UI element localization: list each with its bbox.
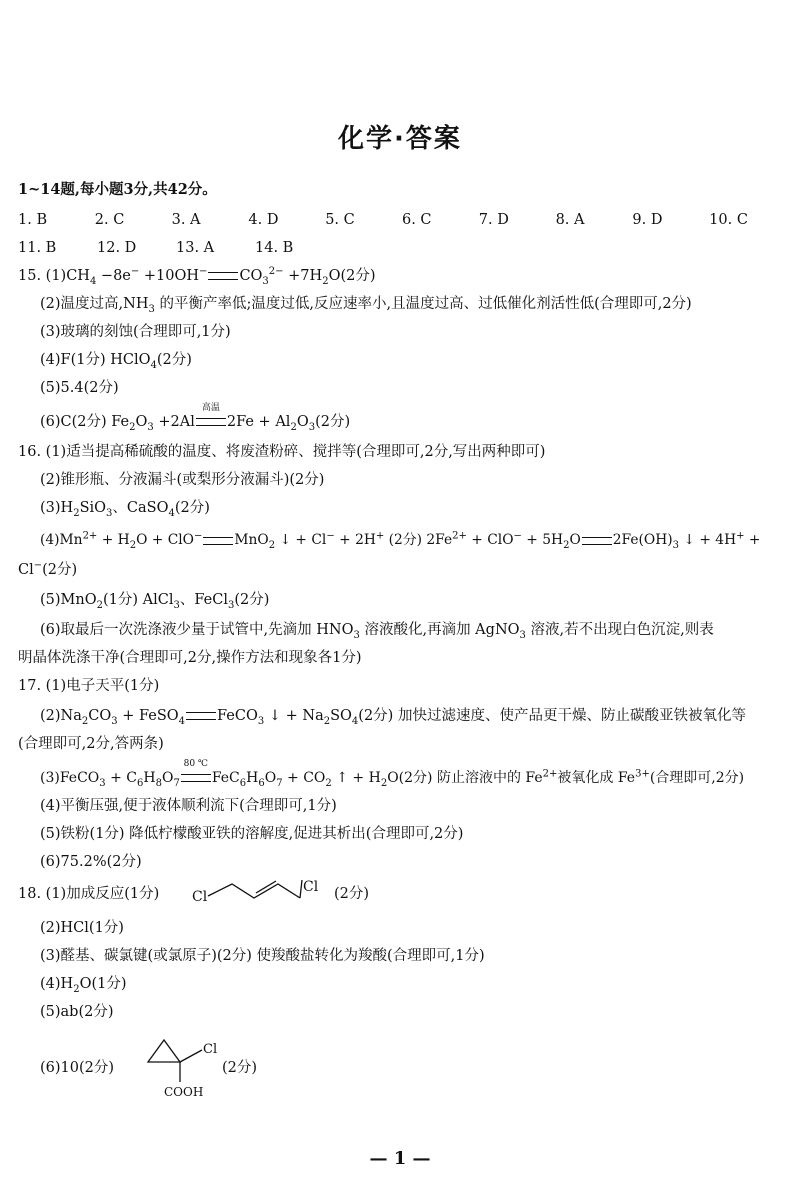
- q17-line-3: (合理即可,2分,答两条): [18, 736, 164, 752]
- mc-answer: 8. A: [555, 212, 585, 228]
- q15-line-5: (5)5.4(2分): [40, 380, 119, 396]
- q16-line-3: $(3)H_2SiO_3$、CaSO$_4$(2分): [40, 500, 210, 519]
- q18-line-6-score: (2分): [222, 1060, 258, 1076]
- q18-line-1: 18. (1)加成反应(1分): [18, 886, 160, 902]
- mc-answer: 3. A: [171, 212, 201, 228]
- mc-answer: 12. D: [97, 240, 137, 256]
- q15-line-6: (6)C(2分) $Fe_2O_3 +2Al$ 高温 $2Fe + Al_2O_3(2$分): [40, 403, 351, 433]
- cl-left-label: Cl: [192, 889, 208, 905]
- q17-line-1: 17. (1)电子天平(1分): [18, 678, 160, 694]
- mc-answer: 14. B: [255, 240, 294, 256]
- mc-answer: 4. D: [248, 212, 279, 228]
- q16-line-1: 16. (1)适当提高稀硫酸的温度、将废渣粉碎、搅拌等(合理即可,2分,写出两种即可): [18, 444, 546, 460]
- cooh-label: COOH: [164, 1085, 204, 1099]
- q17-line-4: (3)FeCO$_3$ + $C_6H_8O_7$ 80 ℃ $FeC_6H_6O_7 + CO_2$ ↑ + $H_2O(2$分) 防止溶液中的 $Fe^{2+}$被氧化成 $Fe^{3+}$(合理即可,2分): [40, 759, 745, 789]
- mc-answer: 2. C: [94, 212, 125, 228]
- page-number: — 1 —: [369, 1148, 431, 1169]
- mc-answer: 7. D: [478, 212, 509, 228]
- mc-row-1: [18, 210, 786, 230]
- q17-line-2: $(2)Na_2CO_3$ + FeSO$_4$ FeCO$_3$ ↓ + $Na_2SO_4(2$分) 加快过滤速度、使产品更干燥、防止碳酸亚铁被氧化等: [40, 708, 746, 727]
- q18-line-5: (5)ab(2分): [40, 1004, 114, 1020]
- mc-answer: 9. D: [632, 212, 663, 228]
- cl-right-label: Cl: [303, 879, 319, 895]
- q16-line-6: (5)MnO$_2$(1分) AlCl$_3$、FeCl$_3$(2分): [40, 592, 270, 611]
- q17-line-5: (4)平衡压强,便于液体顺利流下(合理即可,1分): [40, 798, 337, 814]
- cyclopropane-ring: [148, 1040, 180, 1062]
- q17-line-6: (5)铁粉(1分) 降低柠檬酸亚铁的溶解度,促进其析出(合理即可,2分): [40, 826, 464, 842]
- q16-line-7: (6)取最后一次洗涤液少量于试管中,先滴加 $HNO_3$ 溶液酸化,再滴加 AgNO$_3$ 溶液,若不出现白色沉淀,则表: [40, 622, 714, 641]
- q18-line-2: (2)HCl(1分): [40, 920, 124, 936]
- dichlorobutene-structure: [192, 874, 352, 908]
- mc-answer: 6. C: [401, 212, 432, 228]
- carbon-chain: [208, 884, 300, 898]
- q16-line-8: 明晶体洗涤干净(合理即可,2分,操作方法和现象各1分): [18, 650, 362, 666]
- q15-line-3: (3)玻璃的刻蚀(合理即可,1分): [40, 324, 231, 340]
- q15-line-1: 15. $(1)CH_4 -8e^- +10OH^-$ $CO_3^{2-} +7H_2O(2$分): [18, 266, 376, 287]
- page-title: 化学·答案: [338, 124, 462, 154]
- mc-answer: 5. C: [325, 212, 355, 228]
- q18-line-4: $(4)H_2O(1$分): [40, 976, 127, 995]
- mc-answer: 11. B: [18, 240, 57, 256]
- q16-line-4: $(4)Mn^{2+} + H_2O + ClO^-$ MnO$_2$ ↓ + Cl− + 2H+ (2分) $2Fe^{2+} + ClO^- + 5H_2O$ $2Fe(OH)_3$ ↓ + 4H+ +: [40, 530, 761, 551]
- q18-line-3: (3)醛基、碳氯键(或氯原子)(2分) 使羧酸盐转化为羧酸(合理即可,1分): [40, 948, 485, 964]
- q15-line-2: (2)温度过高$,NH_3$ 的平衡产率低;温度过低,反应速率小,且温度过高、过低催化剂活性低(合理即可,2分): [40, 296, 692, 315]
- mc-header: 1~14题,每小题3分,共42分。: [18, 181, 217, 198]
- cl-label: Cl: [203, 1042, 218, 1057]
- bond-to-cl: [180, 1050, 202, 1062]
- q18-line-1-score: (2分): [334, 886, 370, 902]
- q16-line-5: Cl−(2分): [18, 560, 78, 578]
- bond-to-cl-right: [300, 880, 302, 898]
- mc-answer: 13. A: [176, 240, 215, 256]
- mc-row-2: [18, 238, 786, 258]
- q16-line-2: (2)锥形瓶、分液漏斗(或梨形分液漏斗)(2分): [40, 472, 325, 488]
- mc-answer: 1. B: [18, 212, 48, 228]
- q17-line-7: (6)75.2%(2分): [40, 854, 142, 870]
- q18-line-6: (6)10(2分): [40, 1060, 115, 1076]
- mc-answer: 10. C: [709, 212, 748, 228]
- q15-line-4: (4)F(1分) HClO$_4$(2分): [40, 352, 192, 371]
- cyclopropane-structure: [140, 1032, 230, 1102]
